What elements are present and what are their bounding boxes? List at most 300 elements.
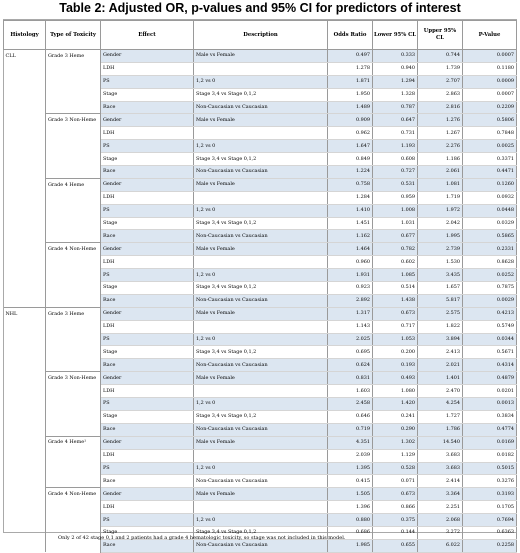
toxicity-type-cell [46, 101, 101, 114]
upper-cl-cell: 3.272 [418, 526, 463, 539]
effect-cell: Stage [101, 410, 194, 423]
lower-cl-cell: 0.717 [373, 320, 418, 333]
p-value-cell: 0.0029 [463, 294, 517, 307]
effect-cell: Race [101, 423, 194, 436]
histology-cell [4, 294, 46, 307]
effect-cell: Gender [101, 243, 194, 256]
upper-cl-cell: 1.267 [418, 127, 463, 140]
upper-cl-cell: 2.276 [418, 140, 463, 153]
histology-cell [4, 398, 46, 411]
odds-ratio-cell: 1.603 [328, 385, 373, 398]
upper-cl-cell: 1.276 [418, 114, 463, 127]
upper-cl-cell: 3.435 [418, 269, 463, 282]
p-value-cell: 0.7875 [463, 282, 517, 295]
toxicity-type-cell [46, 294, 101, 307]
header-effect: Effect [101, 21, 194, 50]
odds-ratio-cell: 2.458 [328, 398, 373, 411]
toxicity-type-cell [46, 320, 101, 333]
toxicity-type-cell [46, 385, 101, 398]
upper-cl-cell: 1.786 [418, 423, 463, 436]
histology-cell [4, 346, 46, 359]
p-value-cell: 0.7848 [463, 127, 517, 140]
odds-ratio-cell: 2.025 [328, 333, 373, 346]
odds-ratio-cell: 0.695 [328, 346, 373, 359]
lower-cl-cell: 0.673 [373, 488, 418, 501]
lower-cl-cell: 0.144 [373, 526, 418, 539]
lower-cl-cell: 0.200 [373, 346, 418, 359]
table-row [4, 230, 517, 243]
description-cell: 1,2 vs 0 [194, 462, 328, 475]
effect-cell: PS [101, 398, 194, 411]
toxicity-type-cell [46, 153, 101, 166]
p-value-cell: 0.1180 [463, 62, 517, 75]
toxicity-type-cell [46, 410, 101, 423]
effect-cell: Stage [101, 217, 194, 230]
table-row [4, 75, 517, 88]
description-cell: 1,2 vs 0 [194, 333, 328, 346]
upper-cl-cell: 1.401 [418, 372, 463, 385]
p-value-cell: 0.1705 [463, 501, 517, 514]
histology-cell [4, 539, 46, 552]
odds-ratio-cell: 1.489 [328, 101, 373, 114]
odds-ratio-cell: 0.646 [328, 410, 373, 423]
table-row [4, 166, 517, 179]
histology-cell [4, 191, 46, 204]
lower-cl-cell: 0.866 [373, 501, 418, 514]
toxicity-type-cell [46, 423, 101, 436]
header-upper-cl: Upper 95% CL [418, 21, 463, 50]
p-value-cell: 0.5671 [463, 346, 517, 359]
effect-cell: LDH [101, 501, 194, 514]
histology-cell [4, 385, 46, 398]
table-row [4, 514, 517, 527]
effect-cell: Gender [101, 436, 194, 449]
toxicity-type-cell [46, 282, 101, 295]
lower-cl-cell: 0.514 [373, 282, 418, 295]
lower-cl-cell: 0.673 [373, 307, 418, 320]
header-toxicity: Type of Toxicity [46, 21, 101, 50]
header-description: Description [194, 21, 328, 50]
table-row [4, 475, 517, 488]
histology-cell [4, 436, 46, 449]
description-cell: Male vs Female [194, 307, 328, 320]
p-value-cell: 0.5749 [463, 320, 517, 333]
upper-cl-cell: 1.995 [418, 230, 463, 243]
table-row [4, 50, 517, 63]
lower-cl-cell: 0.959 [373, 191, 418, 204]
upper-cl-cell: 2.413 [418, 346, 463, 359]
description-cell: Non-Caucasian vs Caucasian [194, 359, 328, 372]
effect-cell: Gender [101, 50, 194, 63]
histology-cell [4, 372, 46, 385]
histology-cell [4, 410, 46, 423]
effect-cell: Gender [101, 307, 194, 320]
lower-cl-cell: 0.071 [373, 475, 418, 488]
odds-ratio-cell: 4.351 [328, 436, 373, 449]
histology-cell [4, 462, 46, 475]
table-row [4, 88, 517, 101]
description-cell [194, 385, 328, 398]
odds-ratio-cell: 1.162 [328, 230, 373, 243]
lower-cl-cell: 1.193 [373, 140, 418, 153]
table-row [4, 178, 517, 191]
odds-ratio-cell: 1.317 [328, 307, 373, 320]
description-cell: Male vs Female [194, 436, 328, 449]
lower-cl-cell: 0.493 [373, 372, 418, 385]
description-cell: Non-Caucasian vs Caucasian [194, 294, 328, 307]
p-value-cell: 0.2209 [463, 101, 517, 114]
toxicity-type-cell [46, 127, 101, 140]
description-cell: 1,2 vs 0 [194, 204, 328, 217]
toxicity-type-cell [46, 256, 101, 269]
table-row [4, 153, 517, 166]
p-value-cell: 0.1260 [463, 178, 517, 191]
effect-cell: LDH [101, 62, 194, 75]
histology-cell [4, 62, 46, 75]
toxicity-type-cell [46, 204, 101, 217]
table-row [4, 256, 517, 269]
odds-ratio-cell: 0.909 [328, 114, 373, 127]
p-value-cell: 0.2331 [463, 243, 517, 256]
description-cell: Non-Caucasian vs Caucasian [194, 101, 328, 114]
upper-cl-cell: 2.863 [418, 88, 463, 101]
histology-cell [4, 153, 46, 166]
table-title: Table 2: Adjusted OR, p-values and 95% CI for predictors of interest [59, 1, 461, 15]
upper-cl-cell: 2.021 [418, 359, 463, 372]
toxicity-type-cell [46, 166, 101, 179]
table-row [4, 101, 517, 114]
upper-cl-cell: 3.364 [418, 488, 463, 501]
toxicity-type-cell [46, 462, 101, 475]
effect-cell: Race [101, 101, 194, 114]
upper-cl-cell: 1.530 [418, 256, 463, 269]
lower-cl-cell: 0.602 [373, 256, 418, 269]
description-cell: 1,2 vs 0 [194, 269, 328, 282]
lower-cl-cell: 0.647 [373, 114, 418, 127]
upper-cl-cell: 1.719 [418, 191, 463, 204]
table-row [4, 410, 517, 423]
odds-ratio-cell: 1.647 [328, 140, 373, 153]
description-cell [194, 256, 328, 269]
description-cell: Stage 3,4 vs Stage 0,1,2 [194, 153, 328, 166]
description-cell: Male vs Female [194, 488, 328, 501]
table-row [4, 282, 517, 295]
p-value-cell: 0.0329 [463, 217, 517, 230]
upper-cl-cell: 3.683 [418, 462, 463, 475]
effect-cell: Gender [101, 372, 194, 385]
histology-cell [4, 333, 46, 346]
lower-cl-cell: 1.302 [373, 436, 418, 449]
upper-cl-cell: 3.894 [418, 333, 463, 346]
odds-ratio-cell: 0.758 [328, 178, 373, 191]
lower-cl-cell: 0.608 [373, 153, 418, 166]
p-value-cell: 0.2258 [463, 539, 517, 552]
upper-cl-cell: 2.414 [418, 475, 463, 488]
odds-ratio-cell: 1.396 [328, 501, 373, 514]
upper-cl-cell: 1.186 [418, 153, 463, 166]
upper-cl-cell: 4.254 [418, 398, 463, 411]
p-value-cell: 0.0007 [463, 88, 517, 101]
upper-cl-cell: 1.081 [418, 178, 463, 191]
p-value-cell: 0.0025 [463, 140, 517, 153]
odds-ratio-cell: 1.505 [328, 488, 373, 501]
table-row [4, 372, 517, 385]
effect-cell: Race [101, 475, 194, 488]
odds-ratio-cell: 1.143 [328, 320, 373, 333]
table-row [4, 140, 517, 153]
description-cell: 1,2 vs 0 [194, 140, 328, 153]
table-row [4, 436, 517, 449]
description-cell [194, 449, 328, 462]
upper-cl-cell: 14.540 [418, 436, 463, 449]
header-row [4, 21, 517, 50]
table-row [4, 501, 517, 514]
odds-ratio-cell: 0.960 [328, 256, 373, 269]
lower-cl-cell: 0.193 [373, 359, 418, 372]
lower-cl-cell: 0.677 [373, 230, 418, 243]
toxicity-type-cell [46, 88, 101, 101]
histology-cell [4, 88, 46, 101]
toxicity-type-cell [46, 449, 101, 462]
effect-cell: Race [101, 359, 194, 372]
footnote: Only 2 of 42 stage 0,1 and 2 patients had a grade 4 hematologic toxicity, so stage was not included in this model. [58, 535, 346, 541]
histology-cell [4, 269, 46, 282]
odds-ratio-cell: 0.624 [328, 359, 373, 372]
table-row [4, 294, 517, 307]
header-histology: Histology [4, 21, 46, 50]
odds-ratio-cell: 0.719 [328, 423, 373, 436]
description-cell: Non-Caucasian vs Caucasian [194, 539, 328, 552]
description-cell: Stage 3,4 vs Stage 0,1,2 [194, 282, 328, 295]
description-cell [194, 127, 328, 140]
p-value-cell: 0.6363 [463, 526, 517, 539]
histology-cell [4, 114, 46, 127]
table-row [4, 62, 517, 75]
effect-cell: Race [101, 230, 194, 243]
p-value-cell: 0.4213 [463, 307, 517, 320]
odds-ratio-cell: 1.224 [328, 166, 373, 179]
toxicity-type-cell [46, 398, 101, 411]
lower-cl-cell: 0.731 [373, 127, 418, 140]
effect-cell: PS [101, 333, 194, 346]
table-row [4, 488, 517, 501]
toxicity-type-cell [46, 75, 101, 88]
table-row [4, 320, 517, 333]
description-cell: Non-Caucasian vs Caucasian [194, 423, 328, 436]
effect-cell: LDH [101, 385, 194, 398]
lower-cl-cell: 0.940 [373, 62, 418, 75]
description-cell [194, 62, 328, 75]
effect-cell: Gender [101, 114, 194, 127]
description-cell: Stage 3,4 vs Stage 0,1,2 [194, 526, 328, 539]
odds-ratio-cell: 1.278 [328, 62, 373, 75]
effect-cell: PS [101, 462, 194, 475]
table-row [4, 269, 517, 282]
description-cell: Male vs Female [194, 114, 328, 127]
p-value-cell: 0.0009 [463, 75, 517, 88]
table-row [4, 204, 517, 217]
histology-cell [4, 204, 46, 217]
p-value-cell: 0.0007 [463, 50, 517, 63]
description-cell: Male vs Female [194, 50, 328, 63]
description-cell: Stage 3,4 vs Stage 0,1,2 [194, 88, 328, 101]
histology-cell [4, 449, 46, 462]
description-cell: 1,2 vs 0 [194, 514, 328, 527]
upper-cl-cell: 2.739 [418, 243, 463, 256]
toxicity-type-cell [46, 359, 101, 372]
lower-cl-cell: 0.655 [373, 539, 418, 552]
upper-cl-cell: 1.822 [418, 320, 463, 333]
toxicity-type-cell [46, 475, 101, 488]
odds-ratio-cell: 0.923 [328, 282, 373, 295]
histology-cell: CLL [4, 50, 46, 63]
upper-cl-cell: 1.739 [418, 62, 463, 75]
table-row [4, 449, 517, 462]
p-value-cell: 0.7694 [463, 514, 517, 527]
table-row [4, 191, 517, 204]
odds-ratio-cell: 0.880 [328, 514, 373, 527]
upper-cl-cell: 2.251 [418, 501, 463, 514]
toxicity-type-cell [46, 140, 101, 153]
table-row [4, 114, 517, 127]
toxicity-type-cell [46, 230, 101, 243]
toxicity-type-cell: Grade 4 Heme [46, 178, 101, 191]
upper-cl-cell: 0.744 [418, 50, 463, 63]
effect-cell: LDH [101, 449, 194, 462]
p-value-cell: 0.0182 [463, 449, 517, 462]
odds-ratio-cell: 1.451 [328, 217, 373, 230]
lower-cl-cell: 0.727 [373, 166, 418, 179]
lower-cl-cell: 1.085 [373, 269, 418, 282]
effect-cell: Stage [101, 88, 194, 101]
p-value-cell: 0.3276 [463, 475, 517, 488]
description-cell: Non-Caucasian vs Caucasian [194, 475, 328, 488]
odds-ratio-cell: 1.985 [328, 539, 373, 552]
histology-cell [4, 230, 46, 243]
toxicity-type-cell: Grade 4 Heme¹ [46, 436, 101, 449]
effect-cell: PS [101, 204, 194, 217]
upper-cl-cell: 1.657 [418, 282, 463, 295]
lower-cl-cell: 0.375 [373, 514, 418, 527]
effect-cell: Race [101, 539, 194, 552]
odds-ratio-cell: 0.849 [328, 153, 373, 166]
odds-ratio-cell: 1.464 [328, 243, 373, 256]
toxicity-type-cell: Grade 3 Heme [46, 307, 101, 320]
p-value-cell: 0.5806 [463, 114, 517, 127]
odds-ratio-table [3, 20, 517, 553]
p-value-cell: 0.3193 [463, 488, 517, 501]
histology-cell [4, 320, 46, 333]
description-cell: Male vs Female [194, 178, 328, 191]
p-value-cell: 0.0344 [463, 333, 517, 346]
histology-cell [4, 178, 46, 191]
odds-ratio-cell: 2.039 [328, 449, 373, 462]
description-cell: Non-Caucasian vs Caucasian [194, 230, 328, 243]
odds-ratio-cell: 0.962 [328, 127, 373, 140]
p-value-cell: 0.0201 [463, 385, 517, 398]
histology-cell [4, 526, 46, 539]
upper-cl-cell: 1.727 [418, 410, 463, 423]
toxicity-type-cell [46, 269, 101, 282]
lower-cl-cell: 1.438 [373, 294, 418, 307]
description-cell: Male vs Female [194, 243, 328, 256]
toxicity-type-cell [46, 191, 101, 204]
table-row [4, 385, 517, 398]
histology-cell [4, 475, 46, 488]
odds-ratio-cell: 0.415 [328, 475, 373, 488]
lower-cl-cell: 1.294 [373, 75, 418, 88]
lower-cl-cell: 1.420 [373, 398, 418, 411]
p-value-cell: 0.4314 [463, 359, 517, 372]
effect-cell: LDH [101, 320, 194, 333]
upper-cl-cell: 2.707 [418, 75, 463, 88]
lower-cl-cell: 0.528 [373, 462, 418, 475]
toxicity-type-cell [46, 501, 101, 514]
effect-cell: Race [101, 166, 194, 179]
description-cell: 1,2 vs 0 [194, 398, 328, 411]
odds-ratio-cell: 0.497 [328, 50, 373, 63]
p-value-cell: 0.0932 [463, 191, 517, 204]
lower-cl-cell: 0.290 [373, 423, 418, 436]
description-cell: Stage 3,4 vs Stage 0,1,2 [194, 410, 328, 423]
toxicity-type-cell: Grade 4 Non-Heme [46, 243, 101, 256]
p-value-cell: 0.0252 [463, 269, 517, 282]
upper-cl-cell: 2.816 [418, 101, 463, 114]
odds-ratio-cell: 1.395 [328, 462, 373, 475]
effect-cell: PS [101, 269, 194, 282]
table-row [4, 346, 517, 359]
description-cell [194, 191, 328, 204]
table-body [4, 50, 517, 553]
odds-ratio-cell: 1.950 [328, 88, 373, 101]
effect-cell: Stage [101, 526, 194, 539]
table-row [4, 307, 517, 320]
toxicity-type-cell [46, 346, 101, 359]
upper-cl-cell: 2.068 [418, 514, 463, 527]
p-value-cell: 0.5865 [463, 230, 517, 243]
toxicity-type-cell: Grade 3 Non-Heme [46, 372, 101, 385]
odds-ratio-cell: 2.892 [328, 294, 373, 307]
effect-cell: LDH [101, 256, 194, 269]
toxicity-type-cell [46, 62, 101, 75]
toxicity-type-cell [46, 217, 101, 230]
upper-cl-cell: 2.042 [418, 217, 463, 230]
description-cell [194, 320, 328, 333]
description-cell: Male vs Female [194, 372, 328, 385]
odds-ratio-cell: 1.410 [328, 204, 373, 217]
description-cell [194, 501, 328, 514]
p-value-cell: 0.3371 [463, 153, 517, 166]
histology-cell [4, 282, 46, 295]
odds-ratio-cell: 0.831 [328, 372, 373, 385]
effect-cell: Stage [101, 153, 194, 166]
table-row [4, 423, 517, 436]
histology-cell [4, 243, 46, 256]
toxicity-type-cell: Grade 3 Non-Heme [46, 114, 101, 127]
p-value-cell: 0.0169 [463, 436, 517, 449]
p-value-cell: 0.4471 [463, 166, 517, 179]
p-value-cell: 0.4879 [463, 372, 517, 385]
table-row [4, 333, 517, 346]
lower-cl-cell: 0.333 [373, 50, 418, 63]
odds-ratio-cell: 1.931 [328, 269, 373, 282]
effect-cell: Stage [101, 346, 194, 359]
lower-cl-cell: 0.241 [373, 410, 418, 423]
odds-ratio-cell: 1.284 [328, 191, 373, 204]
description-cell: Stage 3,4 vs Stage 0,1,2 [194, 217, 328, 230]
histology-cell [4, 127, 46, 140]
p-value-cell: 0.5015 [463, 462, 517, 475]
